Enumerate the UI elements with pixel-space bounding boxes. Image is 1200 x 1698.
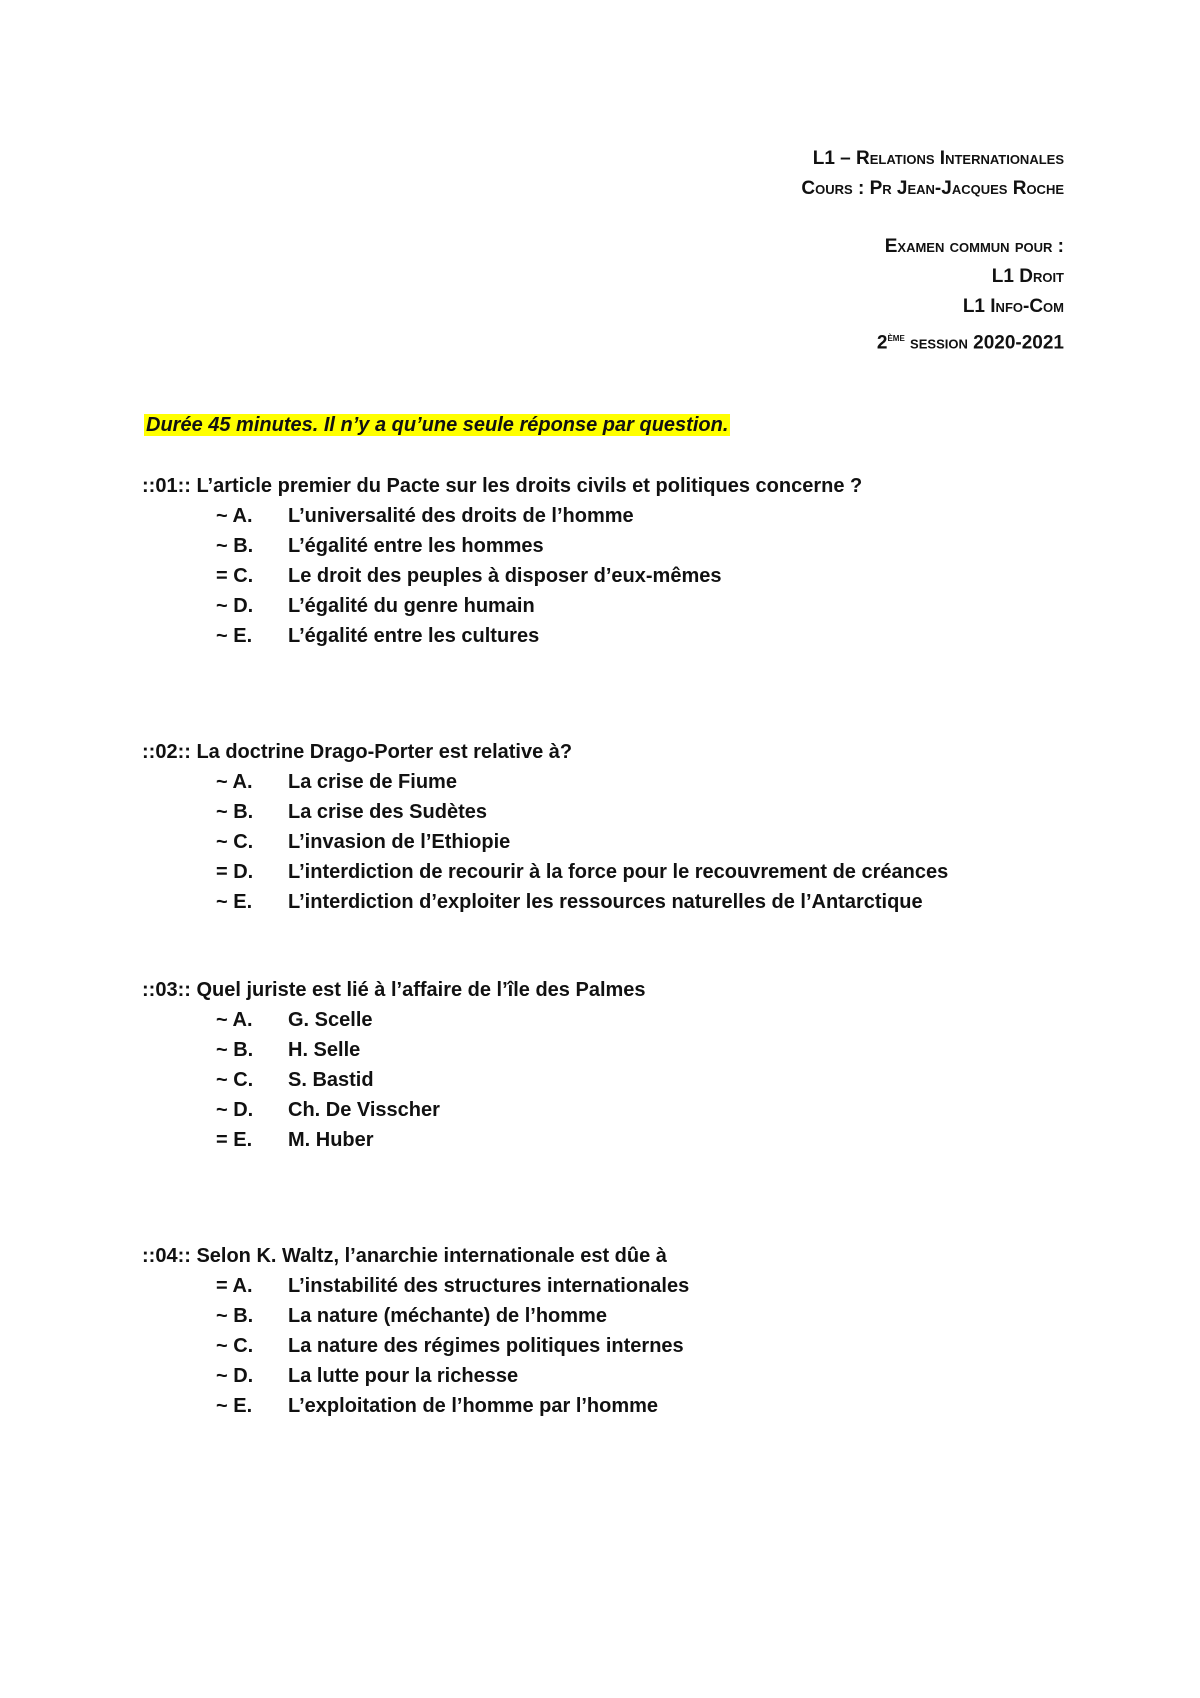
highlighted-instruction: Durée 45 minutes. Il n’y a qu’une seule réponse par question.: [146, 414, 729, 436]
answer-d: ~ D. La lutte pour la richesse: [216, 1365, 519, 1387]
exam-label: Examen commun pour :: [884, 236, 1064, 257]
answer-a: ~ A. G. Scelle: [216, 1009, 373, 1031]
answer-d: = D. L’interdiction de recourir à la force pour le recouvrement de créances: [216, 861, 949, 883]
instruction: [144, 412, 730, 438]
answer-b: ~ B. La crise des Sudètes: [216, 801, 487, 823]
answer-d: ~ D. L’égalité du genre humain: [216, 595, 535, 617]
program-droit: L1 Droit: [991, 266, 1064, 287]
course-professor: Cours : Pr Jean-Jacques Roche: [801, 178, 1064, 199]
answer-a: = A. L’instabilité des structures internationales: [216, 1275, 690, 1297]
answer-e: = E. M. Huber: [216, 1129, 374, 1151]
answer-d: ~ D. Ch. De Visscher: [216, 1099, 440, 1121]
answer-e: ~ E. L’exploitation de l’homme par l’homme: [216, 1395, 659, 1417]
answer-a: ~ A. L’universalité des droits de l’homme: [216, 505, 634, 527]
answer-c: ~ C. La nature des régimes politiques internes: [216, 1335, 684, 1357]
document-header: [801, 144, 1064, 358]
question-02: [142, 737, 949, 917]
answer-b: ~ B. La nature (méchante) de l’homme: [216, 1305, 607, 1327]
session-info: 2ème session 2020-2021: [876, 330, 1064, 354]
question-text: ::01:: L’article premier du Pacte sur les droits civils et politiques concerne ?: [142, 475, 863, 497]
answer-c: = C. Le droit des peuples à disposer d’eux-mêmes: [216, 565, 722, 587]
course-title: L1 – Relations Internationales: [812, 148, 1064, 169]
question-text: ::02:: La doctrine Drago-Porter est relative à?: [142, 741, 573, 763]
answer-a: ~ A. La crise de Fiume: [216, 771, 457, 793]
answer-e: ~ E. L’interdiction d’exploiter les ressources naturelles de l’Antarctique: [216, 891, 923, 913]
answer-c: ~ C. S. Bastid: [216, 1069, 374, 1091]
question-01: [142, 471, 862, 651]
question-03: [142, 975, 646, 1155]
question-04: [142, 1241, 690, 1421]
answer-e: ~ E. L’égalité entre les cultures: [216, 625, 540, 647]
question-text: ::04:: Selon K. Waltz, l’anarchie internationale est dûe à: [142, 1245, 667, 1267]
answer-b: ~ B. H. Selle: [216, 1039, 361, 1061]
answer-c: ~ C. L’invasion de l’Ethiopie: [216, 831, 511, 853]
program-infocom: L1 Info-Com: [962, 296, 1064, 317]
answer-b: ~ B. L’égalité entre les hommes: [216, 535, 544, 557]
question-text: ::03:: Quel juriste est lié à l’affaire de l’île des Palmes: [142, 979, 646, 1001]
